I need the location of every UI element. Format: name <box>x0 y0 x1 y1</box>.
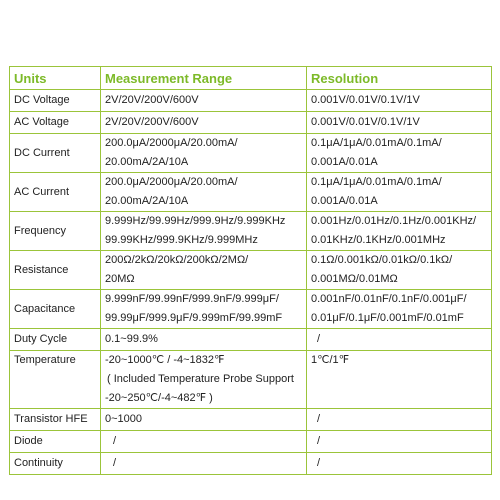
range-cell <box>101 212 307 251</box>
unit-cell: Temperature <box>10 351 101 409</box>
header-units: Units <box>10 67 101 90</box>
range-line: 200.0μA/2000μA/20.00mA/ <box>105 176 238 188</box>
range-cell <box>101 173 307 212</box>
unit-cell: Capacitance <box>10 290 101 329</box>
resolution-cell <box>307 112 492 134</box>
resolution-line: 0.1μA/1μA/0.01mA/0.1mA/ <box>311 176 442 188</box>
range-cell <box>101 112 307 134</box>
resolution-cell <box>307 351 492 409</box>
row-resistance <box>10 251 492 290</box>
resolution-cell <box>307 431 492 453</box>
resolution-cell <box>307 251 492 290</box>
resolution-line: / <box>317 435 321 447</box>
resolution-line: 1℃/1℉ <box>311 354 350 366</box>
resolution-line: / <box>317 413 321 425</box>
row-dc-voltage <box>10 90 492 112</box>
resolution-cell <box>307 90 492 112</box>
unit-cell: AC Voltage <box>10 112 101 134</box>
range-line: -20~1000℃ / -4~1832℉ <box>105 354 225 366</box>
resolution-line: 0.1Ω/0.001kΩ/0.01kΩ/0.1kΩ/ <box>311 254 453 266</box>
unit-cell: Frequency <box>10 212 101 251</box>
resolution-line: 0.001A/0.01A <box>311 156 378 168</box>
range-line: / <box>113 457 117 469</box>
range-cell <box>101 453 307 475</box>
range-cell <box>101 134 307 173</box>
row-duty-cycle <box>10 329 492 351</box>
range-cell <box>101 329 307 351</box>
resolution-line: 0.01KHz/0.1KHz/0.001MHz <box>311 234 446 246</box>
row-diode <box>10 431 492 453</box>
row-frequency <box>10 212 492 251</box>
unit-cell: AC Current <box>10 173 101 212</box>
resolution-line: / <box>317 457 321 469</box>
resolution-cell <box>307 212 492 251</box>
unit-cell: Continuity <box>10 453 101 475</box>
header-range: Measurement Range <box>101 67 307 90</box>
range-line: 99.99KHz/999.9KHz/9.999MHz <box>105 234 258 246</box>
range-line: 20.00mA/2A/10A <box>105 156 189 168</box>
resolution-cell <box>307 453 492 475</box>
row-continuity <box>10 453 492 475</box>
range-line: 0.1~99.9% <box>105 333 158 345</box>
range-cell <box>101 409 307 431</box>
row-dc-current <box>10 134 492 173</box>
resolution-line: 0.01μF/0.1μF/0.001mF/0.01mF <box>311 312 464 324</box>
resolution-line: / <box>317 333 321 345</box>
range-cell <box>101 431 307 453</box>
header-row <box>10 67 492 90</box>
row-temperature <box>10 351 492 409</box>
row-ac-voltage <box>10 112 492 134</box>
resolution-line: 0.001A/0.01A <box>311 195 378 207</box>
resolution-line: 0.001nF/0.01nF/0.1nF/0.001μF/ <box>311 293 467 305</box>
range-line: 200.0μA/2000μA/20.00mA/ <box>105 137 238 149</box>
row-ac-current <box>10 173 492 212</box>
row-transistor-hfe <box>10 409 492 431</box>
header-resolution: Resolution <box>307 67 492 90</box>
resolution-line: 0.001MΩ/0.01MΩ <box>311 273 398 285</box>
range-line: 2V/20V/200V/600V <box>105 94 199 106</box>
unit-cell: DC Current <box>10 134 101 173</box>
range-cell <box>101 290 307 329</box>
unit-cell: Duty Cycle <box>10 329 101 351</box>
range-line: 20MΩ <box>105 273 135 285</box>
unit-cell: Resistance <box>10 251 101 290</box>
resolution-line: 0.001Hz/0.01Hz/0.1Hz/0.001KHz/ <box>311 215 477 227</box>
resolution-cell <box>307 329 492 351</box>
specification-table <box>9 66 492 475</box>
row-capacitance <box>10 290 492 329</box>
range-line: ( Included Temperature Probe Support <box>107 373 294 385</box>
range-line: 2V/20V/200V/600V <box>105 116 199 128</box>
range-cell <box>101 90 307 112</box>
resolution-cell <box>307 290 492 329</box>
unit-cell: Transistor HFE <box>10 409 101 431</box>
resolution-line: 0.001V/0.01V/0.1V/1V <box>311 94 420 106</box>
unit-cell: DC Voltage <box>10 90 101 112</box>
resolution-line: 0.001V/0.01V/0.1V/1V <box>311 116 420 128</box>
resolution-cell <box>307 409 492 431</box>
resolution-cell <box>307 134 492 173</box>
range-line: 200Ω/2kΩ/20kΩ/200kΩ/2MΩ/ <box>105 254 249 266</box>
range-line: -20~250℃/-4~482℉ ) <box>105 392 213 404</box>
range-cell <box>101 251 307 290</box>
resolution-cell <box>307 173 492 212</box>
range-line: / <box>113 435 117 447</box>
range-cell <box>101 351 307 409</box>
range-line: 99.99μF/999.9μF/9.999mF/99.99mF <box>105 312 283 324</box>
range-line: 20.00mA/2A/10A <box>105 195 189 207</box>
range-line: 9.999Hz/99.99Hz/999.9Hz/9.999KHz <box>105 215 286 227</box>
resolution-line: 0.1μA/1μA/0.01mA/0.1mA/ <box>311 137 442 149</box>
range-line: 0~1000 <box>105 413 143 425</box>
range-line: 9.999nF/99.99nF/999.9nF/9.999μF/ <box>105 293 279 305</box>
unit-cell: Diode <box>10 431 101 453</box>
